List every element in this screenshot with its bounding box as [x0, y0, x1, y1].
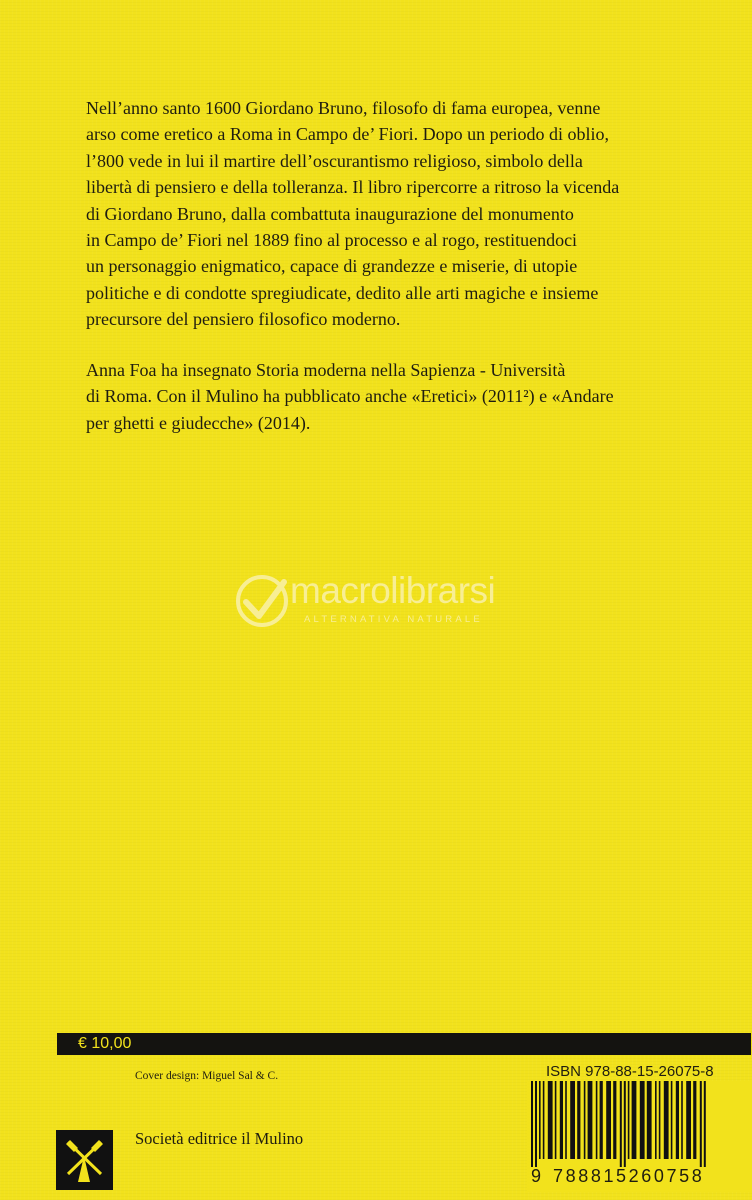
barcode-bar	[664, 1081, 669, 1159]
author-bio-line: di Roma. Con il Mulino ha pubblicato anche «Eretici» (2011²) e «Andare	[86, 386, 614, 407]
isbn: ISBN 978-88-15-26075-8	[546, 1063, 714, 1080]
barcode-bar	[596, 1081, 598, 1159]
barcode-bar	[577, 1081, 580, 1159]
barcode-bar	[640, 1081, 645, 1159]
synopsis-line: arso come eretico a Roma in Campo de’ Fiori. Dopo un periodo di oblio,	[86, 124, 610, 145]
watermark-name: macrolibrarsi	[290, 570, 496, 611]
barcode-bar	[570, 1081, 575, 1159]
synopsis-line: di Giordano Bruno, dalla combattuta inaugurazione del monumento	[86, 203, 574, 224]
barcode-bar	[671, 1081, 673, 1159]
price: € 10,00	[78, 1035, 132, 1052]
barcode-bar	[584, 1081, 586, 1159]
windmill-icon	[56, 1130, 113, 1190]
barcode-bar	[681, 1081, 683, 1159]
synopsis-line: precursore del pensiero filosofico moderno.	[86, 309, 401, 330]
watermark-tagline: ALTERNATIVA NATURALE	[304, 614, 483, 625]
author-bio-paragraph	[86, 357, 726, 436]
synopsis-line: Nell’anno santo 1600 Giordano Bruno, filosofo di fama europea, venne	[86, 98, 601, 118]
barcode-bar	[704, 1081, 706, 1167]
barcode-bar	[539, 1081, 541, 1159]
synopsis-line: politiche e di condotte spregiudicate, dedito alle arti magiche e insieme	[86, 282, 599, 303]
cover-design-credit: Cover design: Miguel Sal & C.	[135, 1070, 279, 1082]
barcode-lead-digit: 9	[531, 1166, 542, 1186]
barcode-bar	[676, 1081, 679, 1159]
barcode-bar	[531, 1081, 533, 1167]
synopsis-line: in Campo de’ Fiori nel 1889 fino al processo e al rogo, restituendoci	[86, 230, 578, 251]
barcode-digits: 788815260758	[553, 1166, 705, 1186]
barcode-bars	[527, 1081, 752, 1167]
barcode-bar	[700, 1081, 702, 1167]
barcode-bar	[693, 1081, 696, 1159]
synopsis-line: un personaggio enigmatico, capace di grandezze e miserie, di utopie	[86, 256, 578, 277]
barcode-bar	[624, 1081, 626, 1167]
barcode-bar	[588, 1081, 593, 1159]
barcode-bar	[555, 1081, 557, 1159]
barcode-bar	[613, 1081, 616, 1159]
barcode-bar	[620, 1081, 622, 1167]
barcode-bar	[600, 1081, 603, 1159]
barcode-bar	[628, 1081, 630, 1159]
barcode-bar	[543, 1081, 545, 1159]
barcode-bar	[647, 1081, 652, 1159]
barcode-bar	[535, 1081, 537, 1167]
barcode-bar	[560, 1081, 563, 1159]
barcode-bar	[565, 1081, 567, 1159]
author-bio-line: per ghetti e giudecche» (2014).	[86, 412, 311, 433]
barcode-bar	[655, 1081, 657, 1159]
barcode-bar	[686, 1081, 691, 1159]
barcode-bar	[632, 1081, 637, 1159]
price-bar	[57, 1033, 751, 1055]
barcode-bar	[548, 1081, 553, 1159]
watermark	[232, 570, 532, 634]
barcode-bar	[659, 1081, 661, 1159]
barcode-bar	[606, 1081, 611, 1159]
synopsis-line: libertà di pensiero e della tolleranza. Il libro ripercorre a ritroso la vicenda	[86, 177, 620, 198]
synopsis-line: l’800 vede in lui il martire dell’oscurantismo religioso, simbolo della	[86, 150, 583, 171]
checkmark-leaf-icon	[232, 572, 294, 630]
author-bio-line: Anna Foa ha insegnato Storia moderna nella Sapienza - Università	[86, 360, 566, 380]
publisher-name: Società editrice il Mulino	[135, 1129, 304, 1148]
synopsis-paragraph	[86, 95, 726, 333]
